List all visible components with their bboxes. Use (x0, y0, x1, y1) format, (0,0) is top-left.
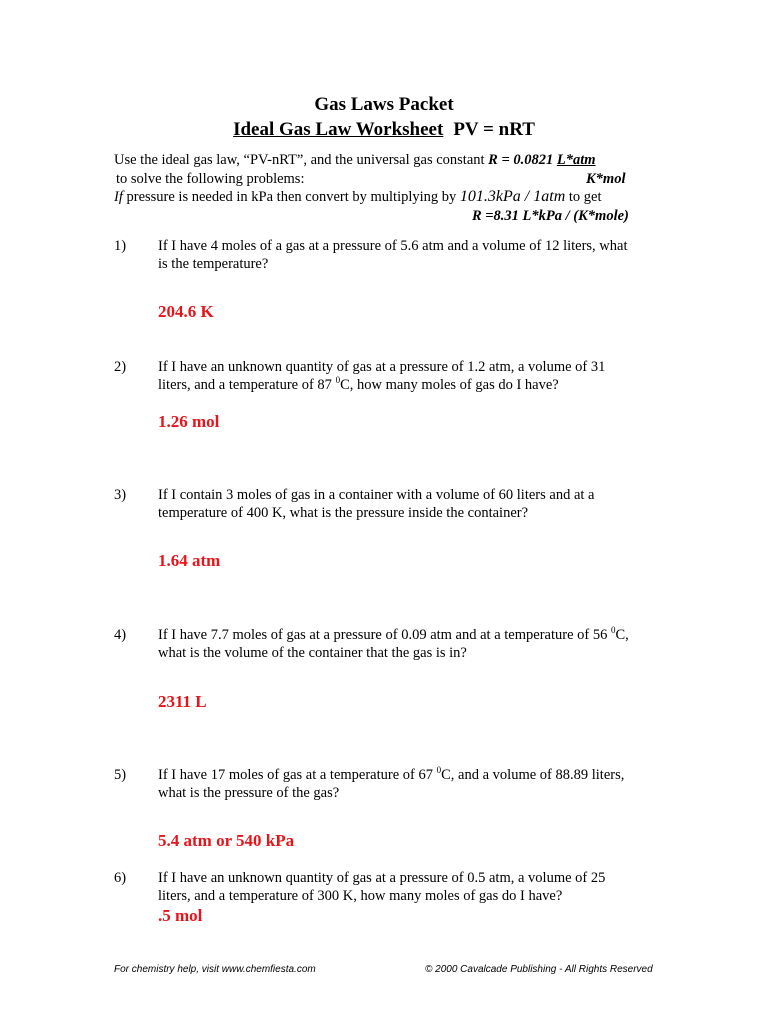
question-5-line-1 (158, 766, 658, 784)
page-subtitle (0, 119, 768, 141)
question-4-line-1-post: C, (615, 627, 629, 643)
answer-4: 2311 L (158, 692, 207, 711)
answer-1: 204.6 K (158, 302, 214, 321)
question-5-number: 5) (114, 767, 127, 783)
gas-constant-unit-denominator: K*mol (586, 171, 626, 187)
degree-superscript: 0 (335, 375, 341, 385)
question-5-line-2: what is the pressure of the gas? (158, 785, 340, 801)
gas-constant-kpa: R =8.31 L*kPa / (K*mole) (472, 208, 629, 224)
degree-superscript: 0 (436, 765, 442, 775)
question-4-text (158, 626, 658, 662)
question-2-line-2-pre: liters, and a temperature of 87 (158, 377, 336, 393)
question-1-number: 1) (114, 238, 127, 254)
question-4-line-1-pre: If I have 7.7 moles of gas at a pressure of 0.09 atm and at a temperature of 56 (158, 627, 611, 643)
intro-line-3-text: pressure is needed in kPa then convert by multiplying by (122, 189, 460, 205)
ideal-gas-equation: PV = nRT (453, 119, 535, 140)
intro-line-3-end: to get (565, 189, 602, 205)
question-5-text (158, 766, 658, 802)
gas-constant-value: R = 0.0821 (488, 152, 557, 168)
degree-superscript: 0 (610, 625, 616, 635)
question-5-line-1-post: C, and a volume of 88.89 liters, (441, 767, 625, 783)
question-3-number: 3) (114, 487, 127, 503)
footer-copyright: © 2000 Cavalcade Publishing - All Rights Reserved (425, 964, 653, 975)
answer-2: 1.26 mol (158, 412, 220, 431)
answer-3: 1.64 atm (158, 551, 221, 570)
question-6-number: 6) (114, 870, 127, 886)
question-2-line-1: If I have an unknown quantity of gas at a pressure of 1.2 atm, a volume of 31 (158, 359, 606, 375)
answer-5: 5.4 atm or 540 kPa (158, 831, 295, 850)
question-4-line-2: what is the volume of the container that the gas is in? (158, 645, 467, 661)
kpa-conversion-factor: 101.3kPa / 1atm (459, 188, 566, 205)
question-6-line-2: liters, and a temperature of 300 K, how many moles of gas do I have? (158, 888, 563, 904)
worksheet-name: Ideal Gas Law Worksheet (233, 119, 444, 140)
question-3-line-2: temperature of 400 K, what is the pressure inside the container? (158, 505, 529, 521)
question-6-text (158, 869, 658, 905)
question-2-line-2-post: C, how many moles of gas do I have? (340, 377, 559, 393)
question-3-line-1: If I contain 3 moles of gas in a container with a volume of 60 liters and at a (158, 487, 595, 503)
answer-6: .5 mol (158, 906, 203, 925)
intro-line-1 (114, 151, 596, 169)
question-3-text (158, 486, 658, 522)
question-1-line-1: If I have 4 moles of a gas at a pressure of 5.6 atm and a volume of 12 liters, what (158, 238, 628, 254)
question-1-line-2: is the temperature? (158, 256, 269, 272)
question-5-line-1-pre: If I have 17 moles of gas at a temperature of 67 (158, 767, 437, 783)
footer-help-text: For chemistry help, visit www.chemfiesta.com (114, 964, 316, 975)
intro-line-2: to solve the following problems: (116, 171, 305, 187)
question-4-number: 4) (114, 627, 127, 643)
question-2-line-2 (158, 376, 658, 394)
page-title: Gas Laws Packet (314, 94, 454, 115)
gas-constant-unit-numerator: L*atm (556, 152, 596, 168)
intro-line-3 (114, 188, 602, 206)
intro-if: If (114, 189, 123, 205)
intro-line-1-text: Use the ideal gas law, “PV-nRT”, and the universal gas constant (114, 152, 489, 168)
question-2-text (158, 358, 658, 394)
question-2-number: 2) (114, 359, 127, 375)
question-6-line-1: If I have an unknown quantity of gas at a pressure of 0.5 atm, a volume of 25 (158, 870, 606, 886)
question-1-text (158, 237, 658, 273)
question-4-line-1 (158, 626, 658, 644)
